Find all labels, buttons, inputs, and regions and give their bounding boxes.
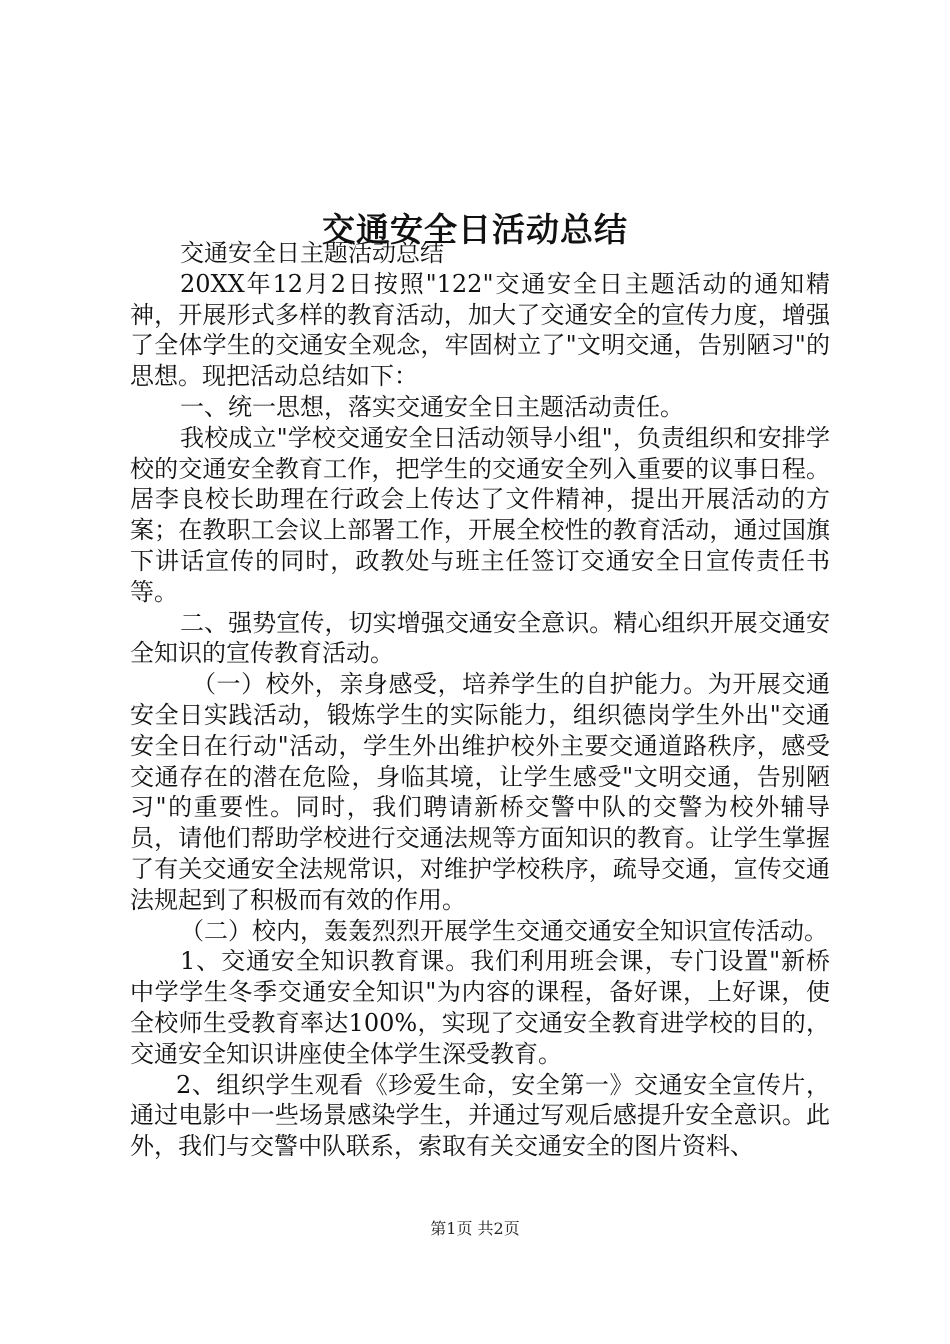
list-item-paragraph-2: 2、组织学生观看《珍爱生命，安全第一》交通安全宣传片，通过电影中一些场景感染学生，并通过写观后感提升安全意识。此外，我们与交警中队联系，索取有关交通安全的图片资料、 xyxy=(130,1070,830,1161)
intro-paragraph: 20XX年12月2日按照"122"交通安全日主题活动的通知精神，开展形式多样的教育活动，加大了交通安全的宣传力度，增强了全体学生的交通安全观念，牢固树立了"文明交通，告别陋习"的思想。现把活动总结如下： xyxy=(130,269,830,391)
page-number-footer: 第1页 共2页 xyxy=(430,1219,520,1238)
list-item-paragraph-1: 1、交通安全知识教育课。我们利用班会课，专门设置"新桥中学学生冬季交通安全知识"为内容的课程，备好课，上好课，使全校师生受教育率达100%，实现了交通安全教育进学校的目的，交通安全知识讲座使全体学生深受教育。 xyxy=(130,947,830,1068)
subsection-paragraph-1: （一）校外，亲身感受，培养学生的自护能力。为开展交通安全日实践活动，锻炼学生的实际能力，组织德岗学生外出"交通安全日在行动"活动，学生外出维护校外主要交通道路秩序，感受交通存在的潜在危险，身临其境，让学生感受"文明交通，告别陋习"的重要性。同时，我们聘请新桥交警中队的交警为校外辅导员，请他们帮助学校进行交通法规等方面知识的教育。让学生掌握了有关交通安全法规常识，对维护学校秩序，疏导交通，宣传交通法规起到了积极而有效的作用。 xyxy=(130,670,830,914)
subtitle-paragraph: 交通安全日主题活动总结 xyxy=(180,239,444,267)
subsection-heading-2: （二）校内，轰轰烈烈开展学生交通交通安全知识宣传活动。 xyxy=(180,916,828,945)
section-heading-1: 一、统一思想，落实交通安全日主题活动责任。 xyxy=(180,392,684,421)
document-body xyxy=(130,238,830,1162)
body-paragraph: 我校成立"学校交通安全日活动领导小组"，负责组织和安排学校的交通安全教育工作，把学生的交通安全列入重要的议事日程。居李良校长助理在行政会上传达了文件精神，提出开展活动的方案；在教职工会议上部署工作，开展全校性的教育活动，通过国旗下讲话宣传的同时，政教处与班主任签订交通安全日宣传责任书等。 xyxy=(130,423,830,606)
section-heading-2: 二、强势宣传，切实增强交通安全意识。精心组织开展交通安全知识的宣传教育活动。 xyxy=(130,608,830,668)
document-title: 交通安全日活动总结 xyxy=(322,210,628,250)
